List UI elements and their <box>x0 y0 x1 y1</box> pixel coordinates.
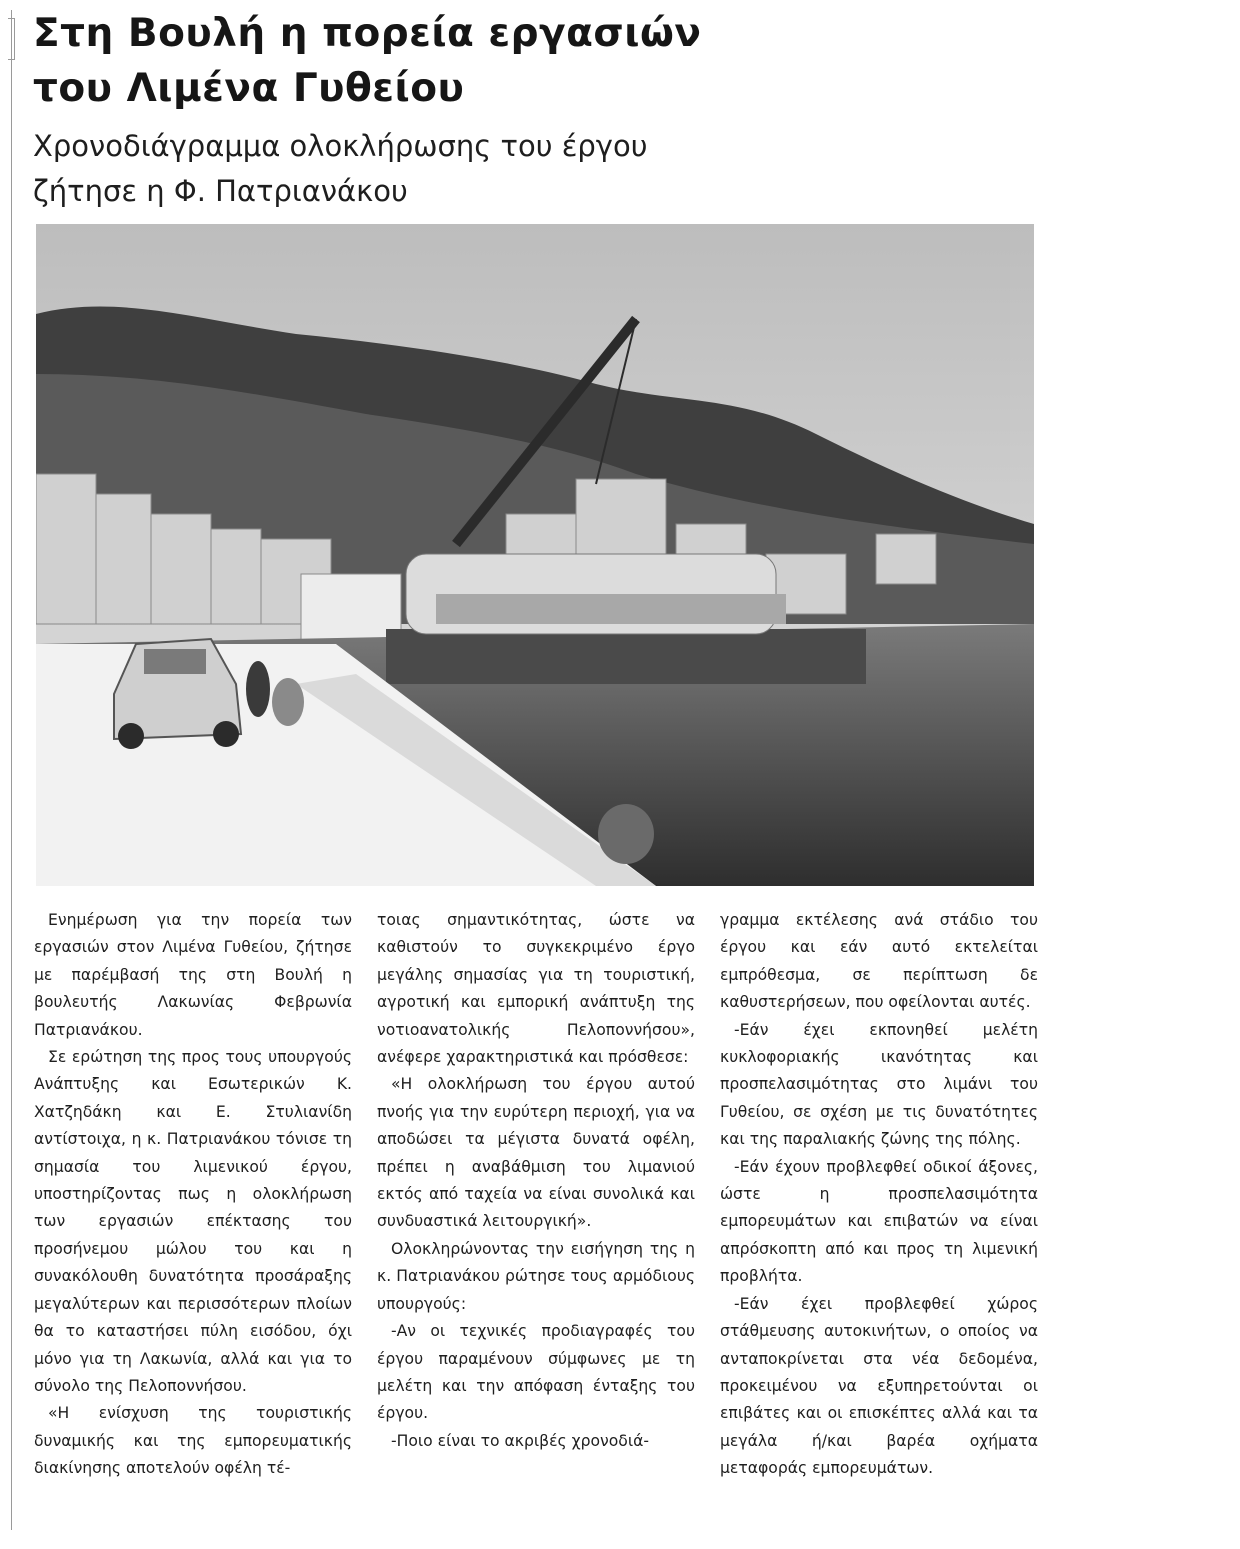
headline-line-1: Στη Βουλή η πορεία εργασιών <box>33 11 702 56</box>
headline-line-2: του Λιμένα Γυθείου <box>33 66 465 111</box>
article-headline <box>33 6 1033 116</box>
paragraph: γραμμα εκτέλεσης ανά στάδιο του έργου και εάν αυτό εκτελείται εμπρόθεσμα, σε περίπτωση δε καθυστερήσεων, που οφείλονται αυτές. <box>720 911 1038 1012</box>
barge-deck-rail <box>436 594 786 624</box>
paragraph: τοιας σημαντικότητας, ώστε να καθιστούν το συγκεκριμένο έργο μεγάλης σημασίας για τη τουριστική, αγροτική και εμπορική ανάπτυξη της νοτιοανατολικής Πελοποννήσου», ανέφερε χαρακτηριστικά και πρόσθεσε: <box>377 911 695 1067</box>
subheadline-line-2: ζήτησε η Φ. Πατριανάκου <box>33 174 408 208</box>
bollard <box>598 804 654 864</box>
paragraph: Σε ερώτηση της προς τους υπουργούς Ανάπτυξης και Εσωτερικών Κ. Χατζηδάκη και Ε. Στυλιανίδη αντίστοιχα, η κ. Πατριανάκου τόνισε τη σημασία του λιμενικού έργου, υποστηρίζοντας πως η ολοκλήρωση των εργασιών επέκτασης του προσήνεμου μώλου του και η συνακόλουθη δυνατότητα προσάραξης μεγαλύτερων και περισσότερων πλοίων θα το καταστήσει πύλη εισόδου, όχι μόνο για τη Λακωνία, αλλά και για το σύνολο της Πελοποννήσου. <box>34 1048 352 1395</box>
paragraph: -Εάν έχουν προβλεφθεί οδικοί άξονες, ώστε η προσπελασιμότητα εμπορευμάτων και επιβατών να είναι απρόσκοπτη από και προς τη λιμενική προβλήτα. <box>720 1157 1038 1286</box>
paragraph: -Αν οι τεχνικές προδιαγραφές του έργου παραμένουν σύμφωνες με τη μελέτη και την απόφαση ένταξης του έργου. <box>377 1322 695 1423</box>
paragraph: -Ποιο είναι το ακριβές χρονοδιά- <box>391 1431 650 1450</box>
paragraph: Ενημέρωση για την πορεία των εργασιών στον Λιμένα Γυθείου, ζήτησε με παρέμβασή της στη Βουλή η βουλευτής Λακωνίας Φεβρωνία Πατριανάκου. <box>34 911 352 1039</box>
paragraph: «Η ολοκλήρωση του έργου αυτού πνοής για την ευρύτερη περιοχή, για να αποδώσει τα μέγιστα δυνατά οφέλη, πρέπει η αναβάθμιση του λιμανιού εκτός από ταχεία να είναι συνολικά και συνδυαστικά λειτουργική». <box>377 1075 695 1231</box>
article-column-1 <box>34 907 352 1527</box>
paragraph: «Η ενίσχυση της τουριστικής δυναμικής και της εμπορευματικής διακίνησης αποτελούν οφέλη τέ- <box>34 1404 352 1478</box>
harbor-photo-illustration <box>36 224 1034 886</box>
paragraph: Ολοκληρώνοντας την εισήγηση της η κ. Πατριανάκου ρώτησε τους αρμόδιους υπουργούς: <box>377 1239 695 1313</box>
article-subheadline <box>33 124 1033 214</box>
article-body <box>34 907 1038 1527</box>
paragraph: -Εάν έχει εκπονηθεί μελέτη κυκλοφοριακής ικανότητας και προσπελασιμότητας στο λιμάνι του Γυθείου, σε σχέση με τις δυνατότητες και της παραλιακής ζώνης της πόλης. <box>720 1020 1038 1149</box>
article-column-2 <box>377 907 695 1527</box>
subheadline-line-1: Χρονοδιάγραμμα ολοκλήρωσης του έργου <box>33 129 648 163</box>
page-margin-rule <box>11 10 12 1530</box>
paragraph: -Εάν έχει προβλεφθεί χώρος στάθμευσης αυτοκινήτων, ο οποίος να ανταποκρίνεται στα νέα δεδομένα, προκειμένου να εξυπηρετούνται οι επιβάτες και οι επισκέπτες αλλά και τα μεγάλα ή/και βαρέα οχήματα μεταφοράς εμπορευμάτων. <box>720 1294 1038 1478</box>
barge-hull <box>386 629 866 684</box>
page-margin-tick <box>8 18 15 60</box>
harbor-photo <box>36 224 1034 886</box>
article-column-3 <box>720 907 1038 1527</box>
